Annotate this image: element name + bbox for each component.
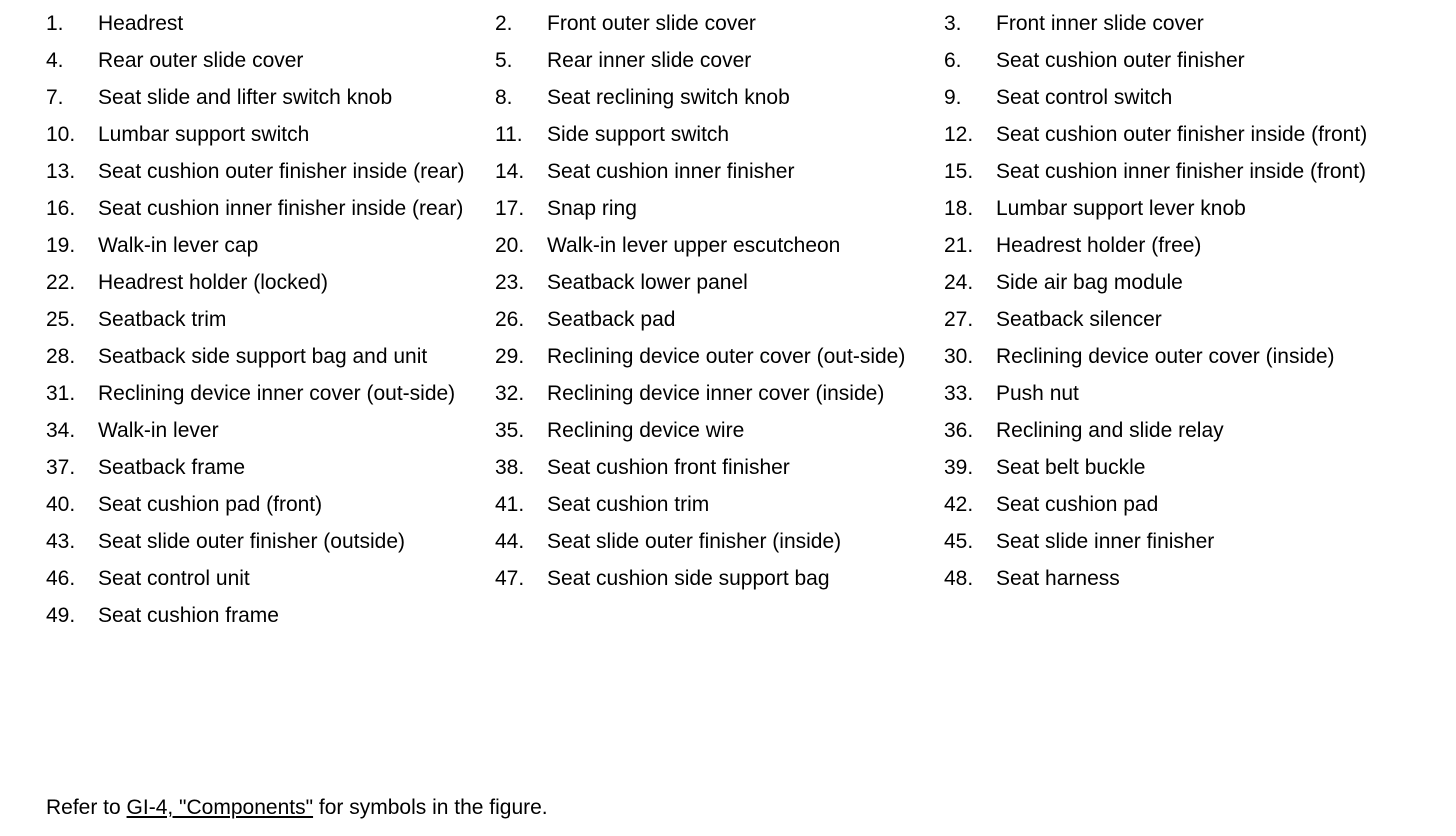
item-number: 4.	[46, 49, 64, 72]
legend-item	[944, 527, 1444, 556]
legend-item	[495, 157, 944, 186]
item-label: Seat slide outer finisher (inside)	[547, 530, 842, 553]
item-number: 26.	[495, 308, 525, 331]
item-label: Seat harness	[996, 567, 1120, 590]
item-label: Seatback trim	[98, 308, 227, 331]
item-number: 20.	[495, 234, 525, 257]
item-label: Reclining device wire	[547, 419, 745, 442]
item-number: 2.	[495, 12, 513, 35]
legend-item	[495, 342, 944, 371]
item-number: 27.	[944, 308, 974, 331]
item-label: Push nut	[996, 382, 1079, 405]
legend-item	[944, 564, 1444, 593]
legend-item	[495, 416, 944, 445]
item-label: Headrest holder (locked)	[98, 271, 328, 294]
item-number: 9.	[944, 86, 962, 109]
item-number: 19.	[46, 234, 76, 257]
item-number: 15.	[944, 160, 974, 183]
item-label: Seatback pad	[547, 308, 676, 331]
item-number: 34.	[46, 419, 76, 442]
item-label: Reclining device outer cover (out-side)	[547, 345, 906, 368]
footnote-prefix: Refer to	[46, 796, 127, 819]
item-number: 16.	[46, 197, 76, 220]
item-label: Seat control unit	[98, 567, 250, 590]
item-number: 44.	[495, 530, 525, 553]
legend-item	[46, 157, 495, 186]
legend-item	[944, 490, 1444, 519]
legend-item	[495, 46, 944, 75]
item-number: 47.	[495, 567, 525, 590]
item-label: Reclining device outer cover (inside)	[996, 345, 1335, 368]
item-number: 28.	[46, 345, 76, 368]
item-label: Seatback side support bag and unit	[98, 345, 428, 368]
item-number: 5.	[495, 49, 513, 72]
item-number: 18.	[944, 197, 974, 220]
item-number: 10.	[46, 123, 76, 146]
legend-item	[46, 46, 495, 75]
item-label: Front outer slide cover	[547, 12, 756, 35]
legend-item	[46, 194, 495, 223]
item-label: Seat reclining switch knob	[547, 86, 790, 109]
item-label: Seat cushion frame	[98, 604, 279, 627]
item-number: 35.	[495, 419, 525, 442]
legend-item	[495, 194, 944, 223]
legend-item	[495, 120, 944, 149]
item-label: Reclining and slide relay	[996, 419, 1224, 442]
legend-item	[495, 527, 944, 556]
item-label: Seat control switch	[996, 86, 1173, 109]
item-number: 36.	[944, 419, 974, 442]
legend-item	[495, 9, 944, 38]
legend-item	[46, 453, 495, 482]
item-number: 29.	[495, 345, 525, 368]
item-number: 42.	[944, 493, 974, 516]
legend-item	[944, 416, 1444, 445]
item-label: Lumbar support switch	[98, 123, 310, 146]
item-label: Rear inner slide cover	[547, 49, 752, 72]
footnote	[46, 793, 548, 822]
item-number: 38.	[495, 456, 525, 479]
legend-item	[46, 527, 495, 556]
item-label: Seat cushion outer finisher	[996, 49, 1245, 72]
item-number: 25.	[46, 308, 76, 331]
item-label: Seat slide and lifter switch knob	[98, 86, 393, 109]
item-label: Walk-in lever upper escutcheon	[547, 234, 841, 257]
legend-item	[944, 342, 1444, 371]
item-label: Reclining device inner cover (out-side)	[98, 382, 456, 405]
item-number: 8.	[495, 86, 513, 109]
item-number: 13.	[46, 160, 76, 183]
item-number: 46.	[46, 567, 76, 590]
item-number: 43.	[46, 530, 76, 553]
item-label: Seat cushion trim	[547, 493, 710, 516]
legend-item	[46, 601, 495, 630]
item-label: Seatback silencer	[996, 308, 1162, 331]
legend-item	[46, 564, 495, 593]
legend-item	[46, 416, 495, 445]
legend-item	[944, 379, 1444, 408]
item-label: Lumbar support lever knob	[996, 197, 1246, 220]
legend-item	[944, 453, 1444, 482]
item-label: Side support switch	[547, 123, 730, 146]
components-reference-link[interactable]: GI-4, "Components"	[126, 796, 314, 819]
item-number: 30.	[944, 345, 974, 368]
item-number: 21.	[944, 234, 974, 257]
parts-legend	[46, 9, 1446, 630]
item-number: 6.	[944, 49, 962, 72]
legend-item	[46, 379, 495, 408]
legend-item	[46, 120, 495, 149]
item-label: Headrest holder (free)	[996, 234, 1202, 257]
item-number: 3.	[944, 12, 962, 35]
item-number: 37.	[46, 456, 76, 479]
footnote-suffix: for symbols in the figure.	[313, 796, 548, 819]
legend-item	[944, 83, 1444, 112]
legend-item	[495, 379, 944, 408]
item-label: Snap ring	[547, 197, 637, 220]
item-number: 24.	[944, 271, 974, 294]
item-number: 45.	[944, 530, 974, 553]
item-number: 1.	[46, 12, 64, 35]
legend-item	[46, 83, 495, 112]
legend-item	[495, 564, 944, 593]
item-label: Seat belt buckle	[996, 456, 1146, 479]
item-label: Headrest	[98, 12, 184, 35]
legend-item	[495, 490, 944, 519]
legend-item	[944, 9, 1444, 38]
item-label: Seat cushion pad (front)	[98, 493, 323, 516]
item-label: Seat cushion inner finisher	[547, 160, 795, 183]
legend-item	[944, 194, 1444, 223]
item-label: Walk-in lever	[98, 419, 219, 442]
legend-item	[46, 305, 495, 334]
item-label: Walk-in lever cap	[98, 234, 259, 257]
item-number: 12.	[944, 123, 974, 146]
item-number: 49.	[46, 604, 76, 627]
item-label: Seat cushion inner finisher inside (rear)	[98, 197, 464, 220]
item-label: Reclining device inner cover (inside)	[547, 382, 885, 405]
legend-item	[944, 157, 1444, 186]
legend-item	[944, 305, 1444, 334]
item-number: 14.	[495, 160, 525, 183]
legend-item	[944, 268, 1444, 297]
legend-item	[46, 342, 495, 371]
item-number: 22.	[46, 271, 76, 294]
item-label: Seat cushion front finisher	[547, 456, 790, 479]
legend-item	[495, 268, 944, 297]
item-number: 32.	[495, 382, 525, 405]
item-label: Seatback lower panel	[547, 271, 748, 294]
item-label: Seat cushion inner finisher inside (front)	[996, 160, 1367, 183]
item-number: 7.	[46, 86, 64, 109]
item-label: Seat cushion pad	[996, 493, 1159, 516]
item-label: Seat slide inner finisher	[996, 530, 1215, 553]
item-label: Seat cushion side support bag	[547, 567, 830, 590]
legend-item	[495, 453, 944, 482]
item-number: 48.	[944, 567, 974, 590]
item-label: Rear outer slide cover	[98, 49, 304, 72]
legend-item	[495, 305, 944, 334]
item-label: Seatback frame	[98, 456, 246, 479]
item-label: Side air bag module	[996, 271, 1183, 294]
item-label: Front inner slide cover	[996, 12, 1204, 35]
item-number: 39.	[944, 456, 974, 479]
item-number: 31.	[46, 382, 76, 405]
item-number: 33.	[944, 382, 974, 405]
item-number: 11.	[495, 123, 523, 146]
item-number: 17.	[495, 197, 525, 220]
legend-item	[46, 490, 495, 519]
item-label: Seat cushion outer finisher inside (rear)	[98, 160, 465, 183]
item-label: Seat cushion outer finisher inside (front)	[996, 123, 1368, 146]
item-label: Seat slide outer finisher (outside)	[98, 530, 405, 553]
item-number: 23.	[495, 271, 525, 294]
legend-item	[46, 9, 495, 38]
legend-item	[944, 46, 1444, 75]
legend-item	[495, 83, 944, 112]
legend-item	[46, 231, 495, 260]
item-number: 41.	[495, 493, 525, 516]
item-number: 40.	[46, 493, 76, 516]
legend-item	[46, 268, 495, 297]
legend-item	[495, 231, 944, 260]
legend-item	[944, 120, 1444, 149]
legend-item	[944, 231, 1444, 260]
